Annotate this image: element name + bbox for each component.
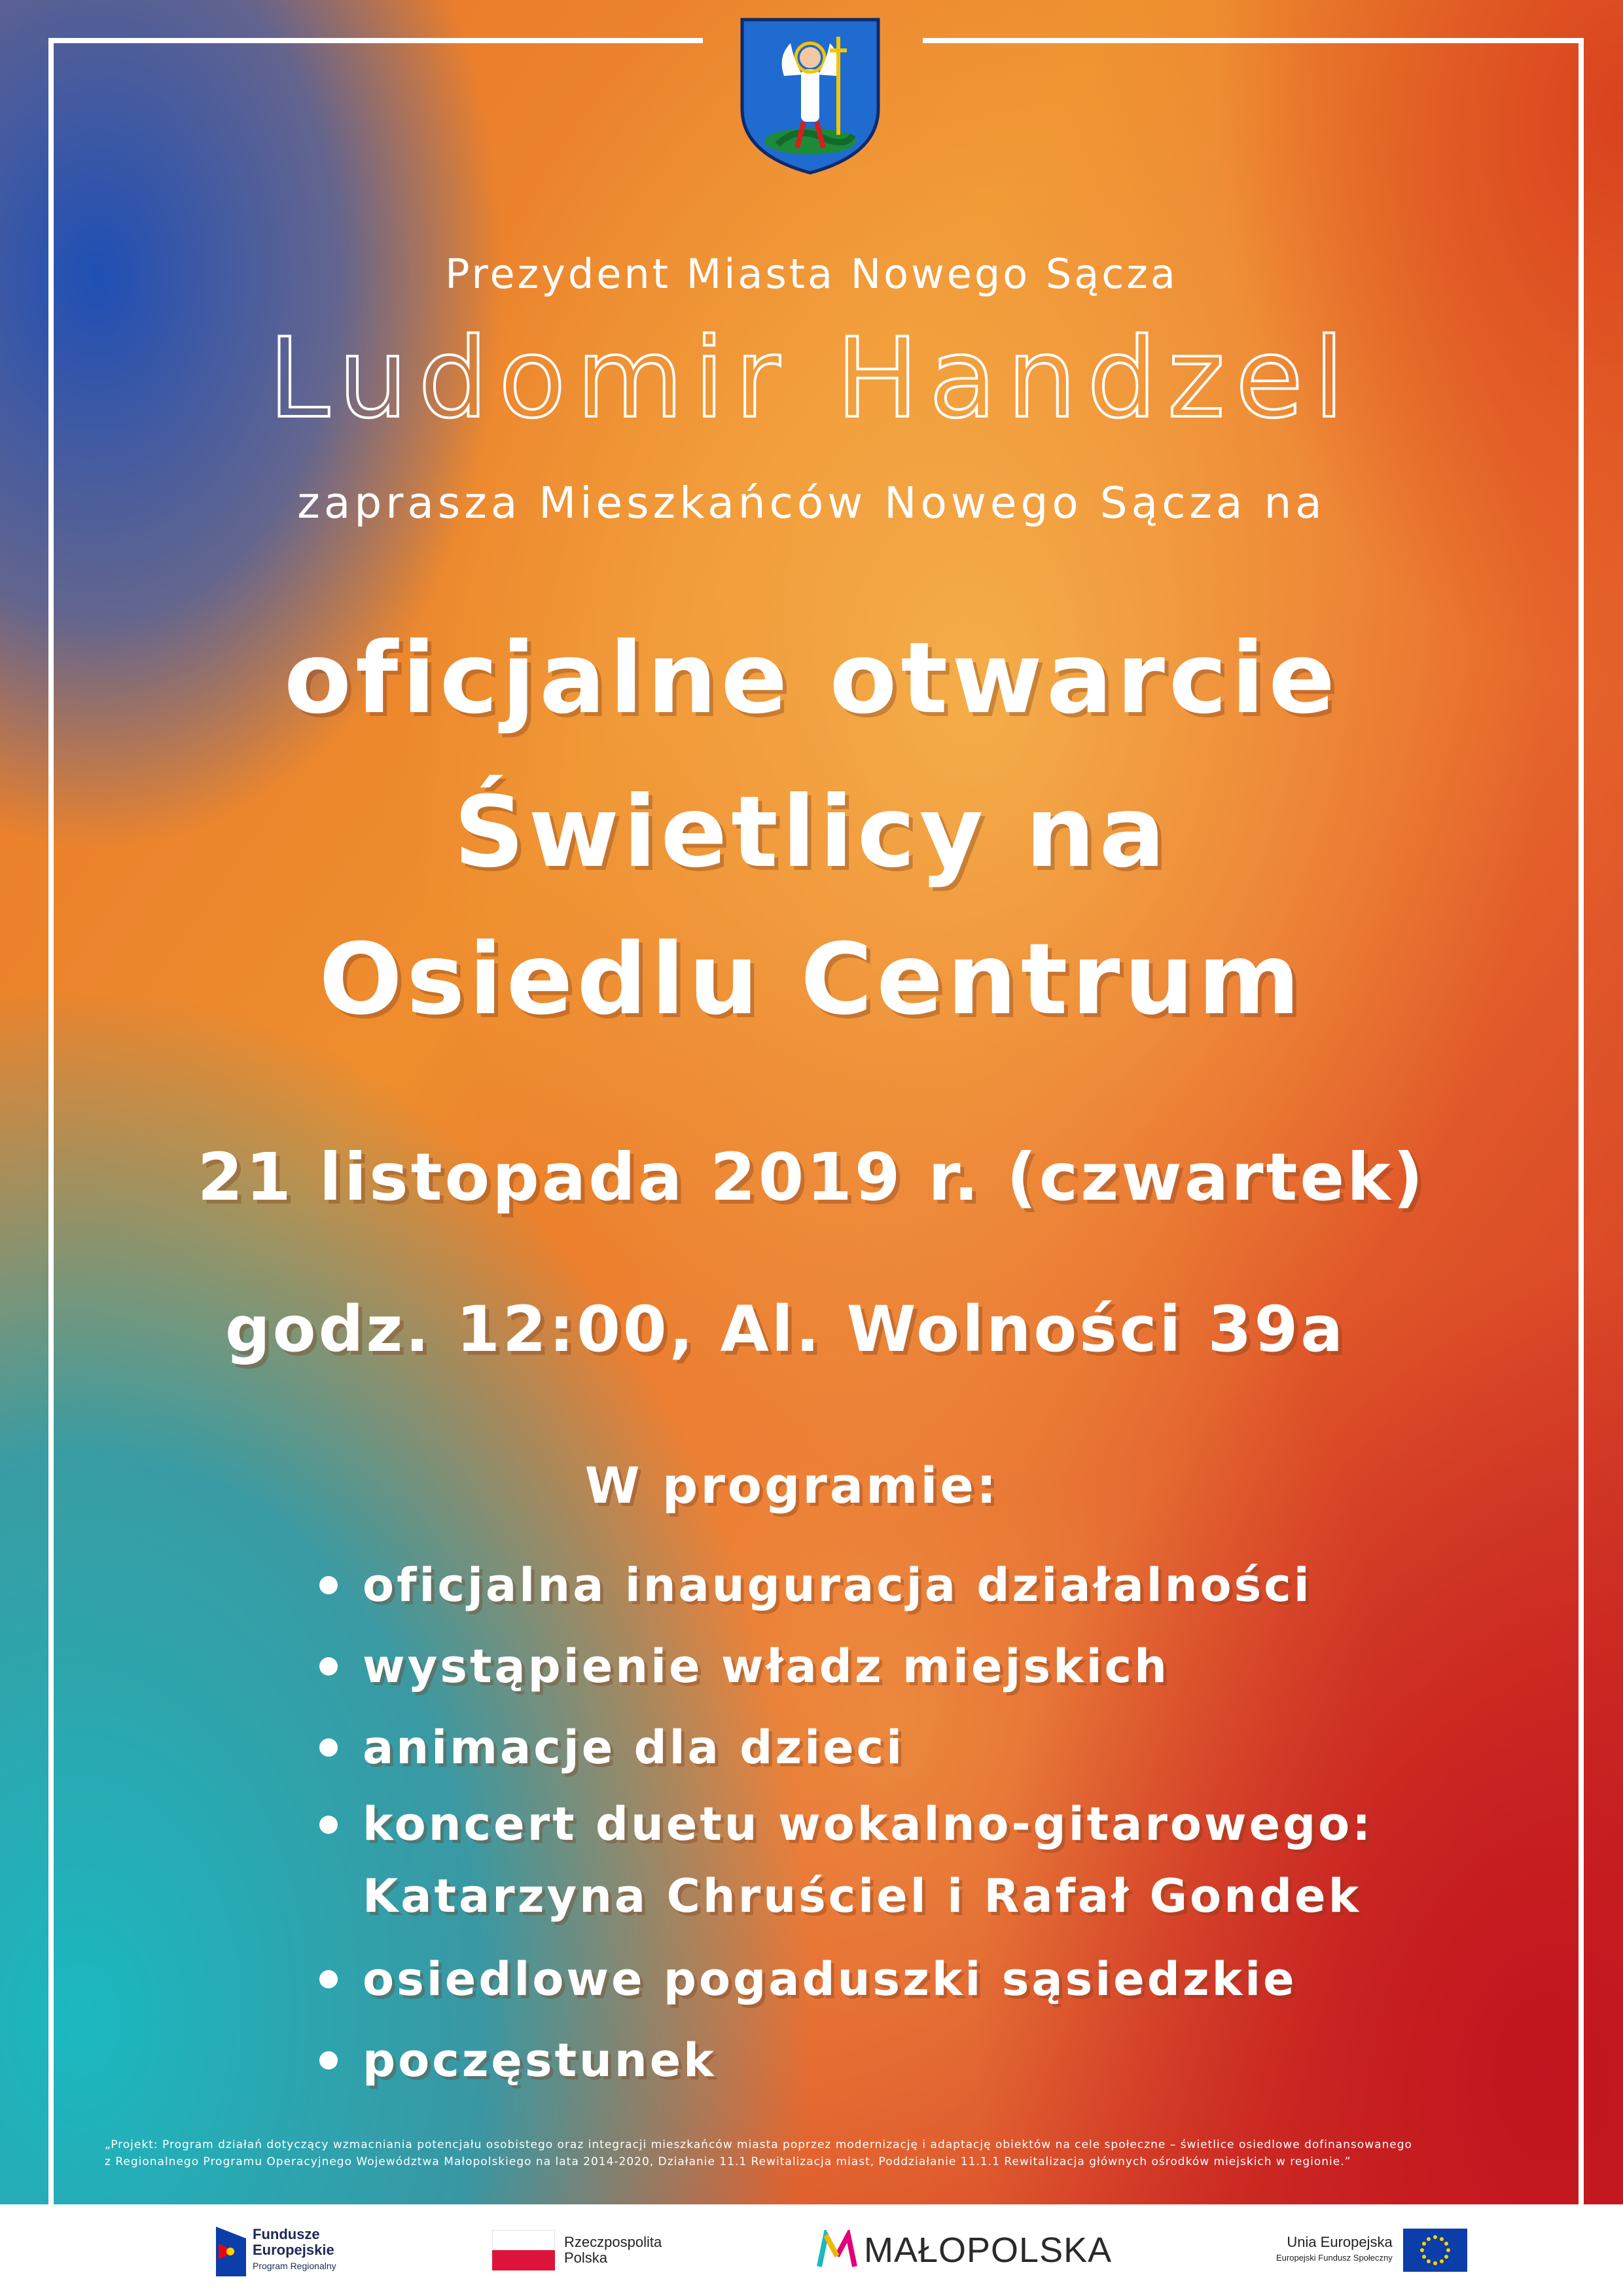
polish-flag-icon bbox=[492, 2230, 555, 2270]
fe-star-icon bbox=[216, 2224, 246, 2276]
event-title-line-2: Świetlicy na bbox=[454, 776, 1169, 889]
bullet-icon bbox=[319, 1657, 338, 1676]
bullet-icon bbox=[319, 1738, 338, 1757]
program-heading: W programie: bbox=[584, 1456, 999, 1515]
city-coat-of-arms-icon bbox=[738, 17, 882, 175]
bullet-icon bbox=[319, 1970, 338, 1988]
bullet-icon bbox=[319, 2051, 338, 2070]
bullet-icon bbox=[319, 1816, 338, 1834]
frame-top-right bbox=[923, 38, 1584, 43]
funding-logos-bar bbox=[0, 2204, 1623, 2296]
invite-line: zaprasza Mieszkańców Nowego Sącza na bbox=[297, 478, 1326, 528]
eu-flag-icon bbox=[1403, 2229, 1467, 2272]
logo-unia-europejska: Unia Europejska Europejski Fundusz Społeczny bbox=[1276, 2204, 1467, 2296]
program-item: poczęstunek bbox=[314, 2020, 1373, 2101]
program-item: wystąpienie władz miejskich bbox=[314, 1626, 1373, 1707]
program-item: oficjalna inauguracja działalności bbox=[314, 1545, 1373, 1626]
event-date: 21 listopada 2019 r. (czwartek) bbox=[197, 1139, 1426, 1215]
event-title-line-1: oficjalne otwarcie bbox=[283, 622, 1340, 736]
bullet-icon bbox=[319, 1576, 338, 1594]
program-item: koncert duetu wokalno-gitarowego: Katarzyna Chruściel i Rafał Gondek bbox=[314, 1788, 1373, 1932]
frame-top-left bbox=[48, 38, 703, 43]
pre-title: Prezydent Miasta Nowego Sącza bbox=[445, 250, 1178, 298]
program-item: osiedlowe pogaduszki sąsiedzkie bbox=[314, 1939, 1373, 2020]
event-title-line-3: Osiedlu Centrum bbox=[319, 923, 1304, 1037]
project-footnote: „Projekt: Program działań dotyczący wzmacniania potencjału osobistego oraz integracji mieszkańców miasta poprzez modernizację i adaptację obiektów na cele społeczne – świetlice osiedlowe dofinansowanego z Regionalnego Programu Operacyjnego Województwa Małopolskiego na lata 2014-2020, Działanie 11.1 Rewitalizacja miast, Poddziałanie 11.1.1 Rewitalizacja głównych ośrodków miejskich w regionie.” bbox=[105, 2138, 1412, 2168]
logo-rzeczpospolita-polska: Rzeczpospolita Polska bbox=[492, 2204, 662, 2296]
logo-malopolska: MAŁOPOLSKA bbox=[817, 2204, 1112, 2296]
event-time-place: godz. 12:00, Al. Wolności 39a bbox=[224, 1293, 1346, 1366]
malopolska-m-icon bbox=[817, 2230, 857, 2270]
logo-fundusze-europejskie: Fundusze Europejskie Program Regionalny bbox=[216, 2204, 336, 2296]
mayor-name: Ludomir Handzel bbox=[268, 314, 1355, 442]
program-item: animacje dla dzieci bbox=[314, 1707, 1373, 1788]
program-list bbox=[314, 1545, 1373, 2101]
